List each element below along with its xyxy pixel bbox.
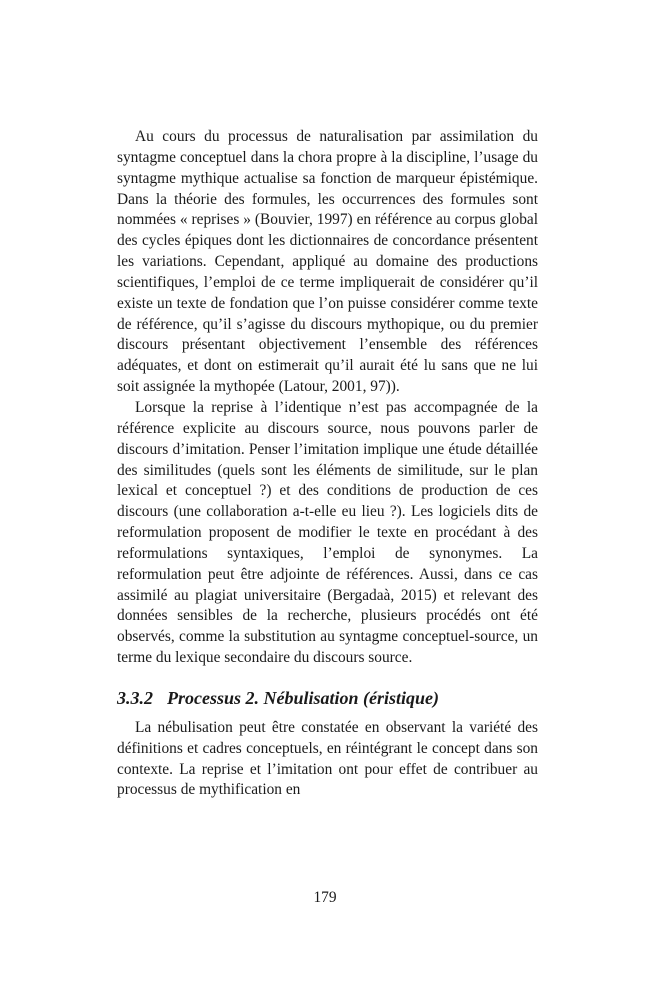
- section-number: 3.3.2: [117, 687, 153, 708]
- paragraph-imitation: Lorsque la reprise à l’identique n’est pas accompagnée de la référence explicite au discours source, nous pouvons parler de discours d’imitation. Penser l’imitation implique une étude détaillée des similitudes (quels sont les éléments de similitude, sur le plan lexical et conceptuel ?) et des conditions de production de ces discours (une collaboration a-t-elle eu lieu ?). Les logiciels dits de reformulation proposent de modifier le texte en procédant à des reformulations syntaxiques, l’emploi de synonymes. La reformulation peut être adjointe de références. Aussi, dans ce cas assimilé au plagiat universitaire (Bergadaà, 2015) et relevant des données sensibles de la recherche, plusieurs procédés ont été observés, comme la substitution au syntagme conceptuel-source, un terme du lexique secondaire du discours source.: [117, 398, 538, 667]
- paragraph-nebulisation: La nébulisation peut être constatée en observant la variété des définitions et cadres conceptuels, en réintégrant le concept dans son contexte. La reprise et l’imitation ont pour effet de contribuer au processus de mythification en: [117, 718, 538, 799]
- section-title: Processus 2. Nébulisation (éristique): [167, 687, 440, 708]
- page-body: [117, 127, 538, 801]
- paragraph-naturalisation: Au cours du processus de naturalisation par assimilation du syntagme conceptuel dans la chora propre à la discipline, l’usage du syntagme mythique actualise sa fonction de marqueur épistémique. Dans la théorie des formules, les occurrences des formules sont nommées « reprises » (Bouvier, 1997) en référence au corpus global des cycles épiques dont les dictionnaires de concordance présentent les variations. Cependant, appliqué au domaine des productions scientifiques, l’emploi de ce terme impliquerait de considérer qu’il existe un texte de fondation que l’on puisse considérer comme texte de référence, qu’il s’agisse du discours mythopique, ou du premier discours présentant objectivement l’ensemble des références adéquates, et dont on estimerait qu’il aurait été lu sans que ne lui soit assignée la mythopée (Latour, 2001, 97)).: [117, 128, 538, 396]
- section-heading: [117, 686, 538, 710]
- page-number: 179: [313, 889, 337, 906]
